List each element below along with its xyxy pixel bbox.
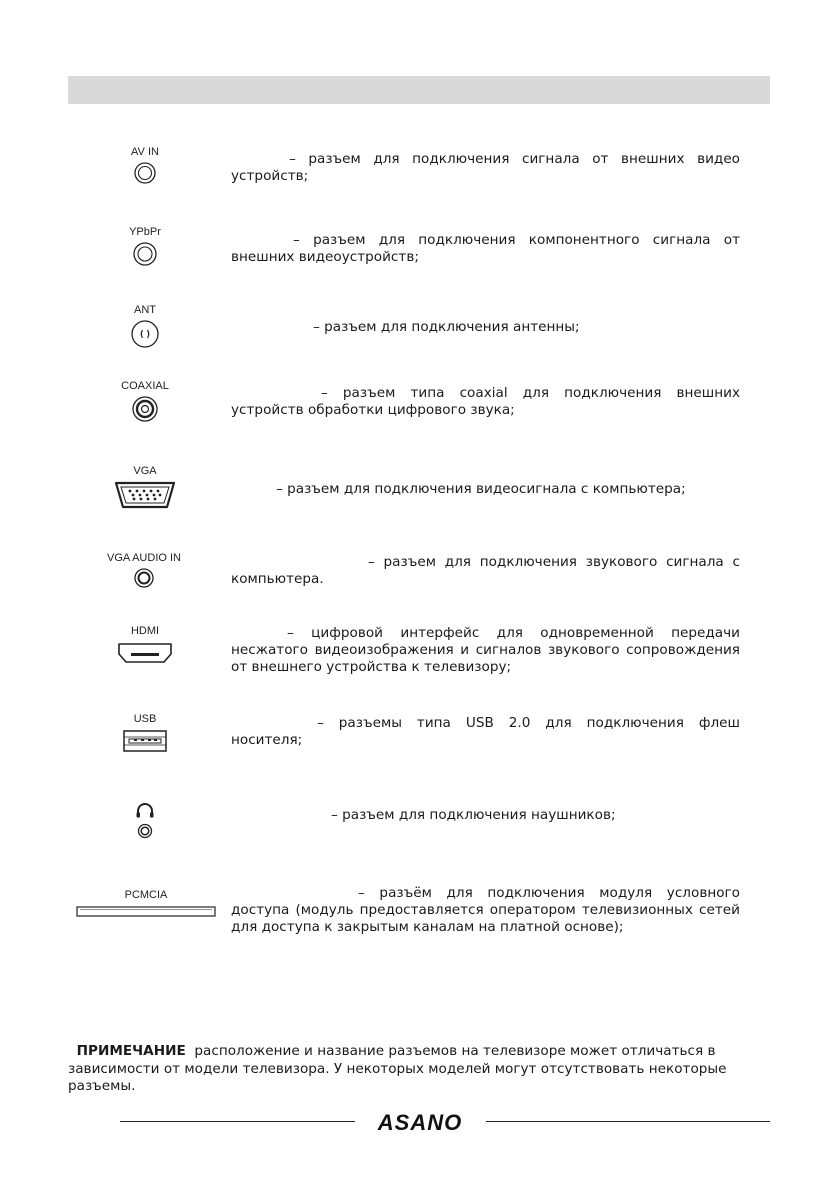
connector-icon-box [70, 146, 220, 185]
round-jack-icon [132, 241, 158, 267]
note-paragraph [68, 1043, 771, 1096]
connector-icon-box [70, 380, 220, 423]
connector-icon-box [70, 465, 220, 510]
connector-description: – разъем типа coaxial для подключения внешних устройств обработки цифрового звука; [231, 385, 740, 418]
round-jack-icon [133, 161, 157, 185]
connector-icon-box [70, 226, 220, 267]
audio-jack-icon [133, 567, 155, 589]
note-title: ПРИМЕЧАНИЕ [76, 1043, 186, 1059]
headphones-icon [135, 802, 155, 820]
pcmcia-slot-icon [76, 904, 216, 918]
connector-description: – цифровой интерфейс для одновременной передачи несжатого видеоизображения и сигналов звукового сопровождения от внешнего устройства к телевизору; [231, 625, 740, 675]
connector-description: – разъемы типа USB 2.0 для подключения флеш носителя; [231, 715, 740, 748]
connector-label: COAXIAL [121, 380, 169, 392]
connector-label: YPbPr [129, 226, 161, 238]
connector-icon-box [76, 884, 216, 918]
vga-port-icon [114, 480, 176, 510]
connector-label: AV IN [131, 146, 159, 158]
connector-icon-box [70, 713, 220, 754]
headphone-jack-icon [136, 822, 154, 840]
antenna-jack-icon [130, 319, 160, 349]
connector-label: PCMCIA [124, 889, 168, 901]
connector-icon-box [70, 625, 220, 666]
connector-description: – разъем для подключения видеосигнала с компьютера; [276, 481, 686, 497]
coaxial-jack-icon [131, 395, 159, 423]
connector-description: – разъем для подключения наушников; [331, 807, 616, 823]
connector-icon-box [70, 800, 220, 840]
connector-icon-box [69, 552, 219, 589]
connector-label: VGA [133, 465, 157, 477]
connector-description: – разъем для подключения антенны; [313, 319, 580, 335]
connector-label: ANT [134, 304, 156, 316]
logo-text: ASANO [377, 1110, 463, 1135]
connector-description: – разъем для подключения компонентного сигнала от внешних видеоустройств; [231, 232, 740, 265]
connector-description: – разъем для подключения сигнала от внешних видео устройств; [231, 151, 740, 184]
note-text: расположение и название разъемов на телевизоре может отличаться в зависимости от модели телевизора. У некоторых моделей могут отсутствовать некоторые разъемы. [68, 1043, 727, 1094]
connector-label: USB [133, 713, 157, 725]
connector-icon-box [70, 304, 220, 349]
connector-label: VGA AUDIO IN [107, 552, 181, 564]
connector-label: HDMI [130, 625, 160, 637]
connector-description: – разъём для подключения модуля условного доступа (модуль предоставляется оператором телевизионных сетей для доступа к закрытым каналам на платной основе); [231, 885, 740, 935]
connector-description: – разъем для подключения звукового сигнала с компьютера. [231, 554, 740, 587]
header-bar [68, 76, 770, 104]
asano-logo [372, 1109, 468, 1135]
usb-port-icon [121, 728, 169, 754]
footer-line-left [120, 1121, 355, 1122]
footer-line-right [486, 1121, 770, 1122]
hdmi-port-icon [117, 640, 173, 666]
